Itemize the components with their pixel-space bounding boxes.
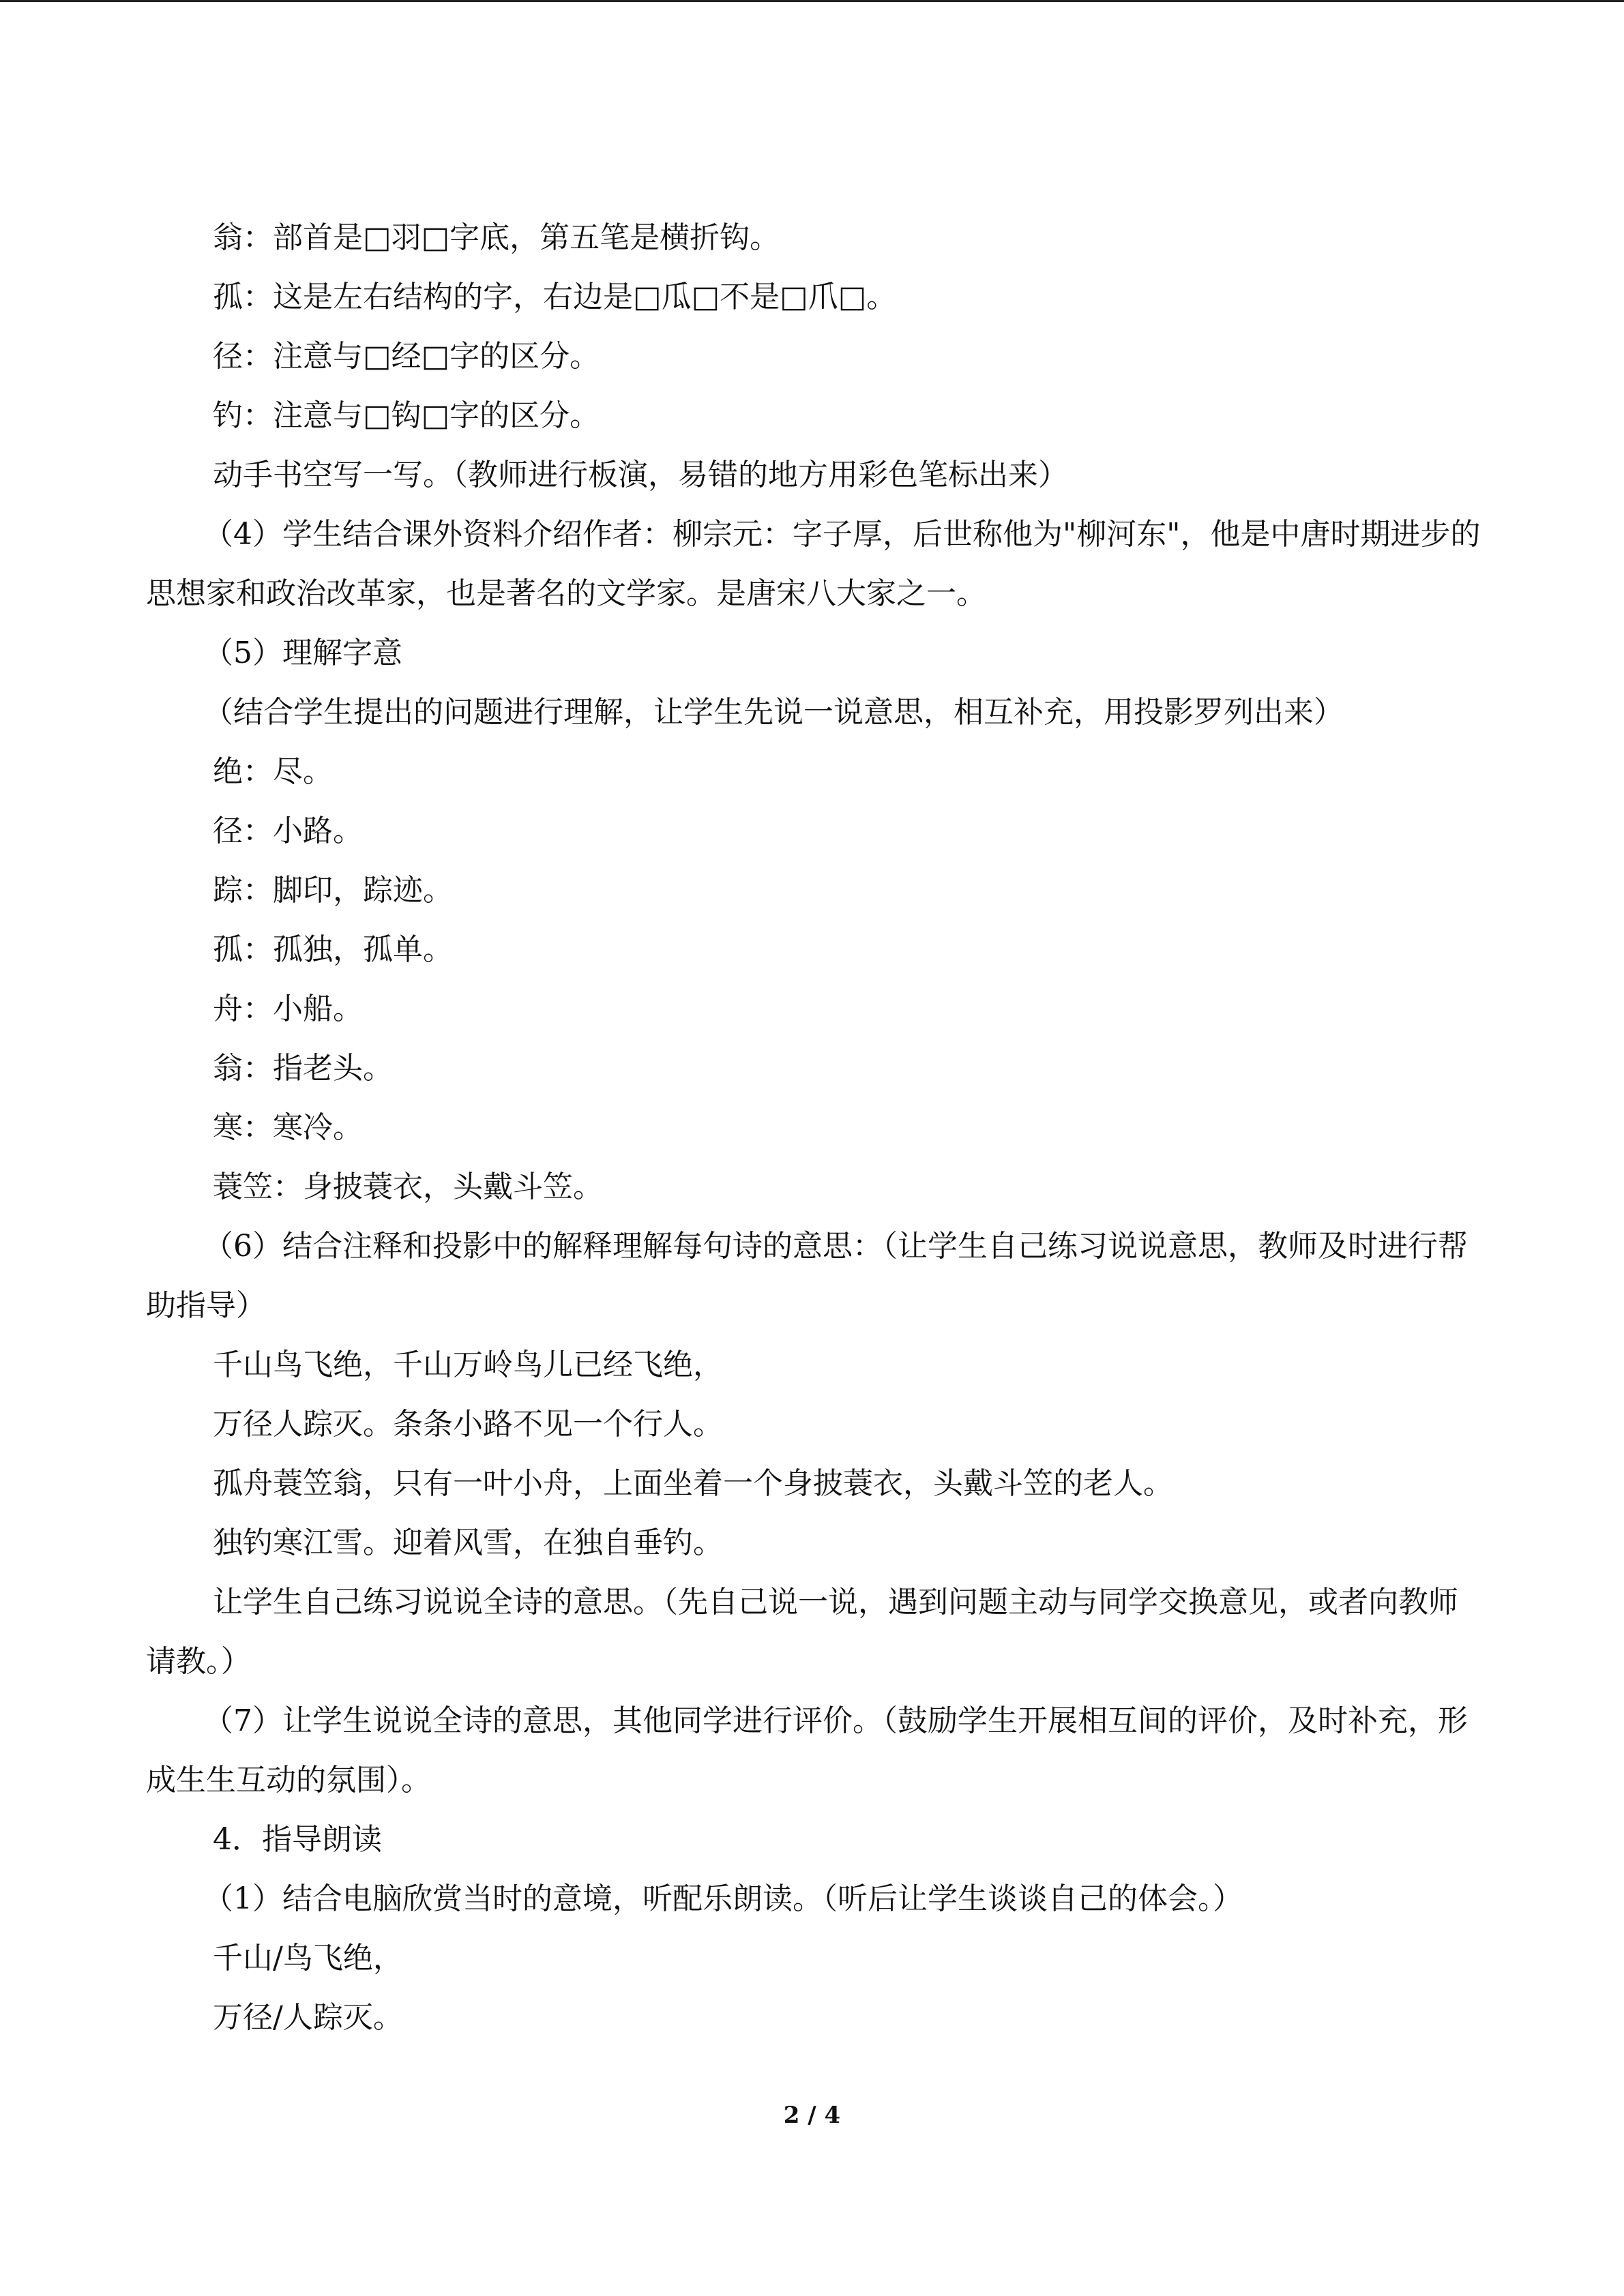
document-body: [146, 208, 1483, 2047]
paragraph: 翁：指老头。: [213, 1051, 393, 1086]
paragraph: （6）结合注释和投影中的解释理解每句诗的意思：（让学生自己练习说说意思，教师及时进行帮助指导）: [146, 1229, 1468, 1323]
paragraph: 径：注意与□经□字的区分。: [213, 339, 600, 374]
paragraph: 寒：寒冷。: [213, 1110, 363, 1145]
paragraph: （1）结合电脑欣赏当时的意境，听配乐朗读。（听后让学生谈谈自己的体会。）: [203, 1881, 1243, 1916]
paragraph: 千山鸟飞绝，千山万岭鸟儿已经飞绝，: [213, 1347, 723, 1382]
paragraph: 孤：孤独，孤单。: [213, 932, 453, 967]
paragraph: 翁：部首是□羽□字底，第五笔是横折钩。: [213, 220, 780, 255]
paragraph: 蓑笠：身披蓑衣，头戴斗笠。: [213, 1169, 603, 1204]
paragraph: 千山/鸟飞绝，: [213, 1941, 403, 1976]
paragraph: 踪：脚印，踪迹。: [213, 873, 453, 908]
paragraph: 万径人踪灭。条条小路不见一个行人。: [213, 1407, 723, 1442]
page-number: 2 / 4: [783, 2102, 841, 2129]
paragraph: 绝：尽。: [213, 754, 333, 789]
paragraph: 万径/人踪灭。: [213, 2000, 403, 2035]
paragraph: 钓：注意与□钩□字的区分。: [213, 398, 600, 433]
paragraph: 让学生自己练习说说全诗的意思。（先自己说一说，遇到问题主动与同学交换意见，或者向教师请教。）: [146, 1585, 1458, 1679]
paragraph: （7）让学生说说全诗的意思，其他同学进行评价。（鼓励学生开展相互间的评价，及时补充，形成生生互动的氛围）。: [146, 1703, 1468, 1798]
paragraph: 4．指导朗读: [213, 1822, 382, 1857]
paragraph: （4）学生结合课外资料介绍作者：柳宗元：字子厚，后世称他为"柳河东"，他是中唐时期进步的思想家和政治改革家，也是著名的文学家。是唐宋八大家之一。: [146, 517, 1481, 611]
paragraph: 动手书空写一写。（教师进行板演，易错的地方用彩色笔标出来）: [213, 458, 1068, 492]
paragraph: （结合学生提出的问题进行理解，让学生先说一说意思，相互补充，用投影罗列出来）: [203, 695, 1344, 730]
paragraph: （5）理解字意: [203, 636, 402, 670]
paragraph: 舟：小船。: [213, 992, 363, 1026]
paragraph: 径：小路。: [213, 814, 363, 848]
page-top-border: [0, 0, 1624, 2]
paragraph: 独钓寒江雪。迎着风雪，在独自垂钓。: [213, 1525, 723, 1560]
paragraph: 孤：这是左右结构的字，右边是□瓜□不是□爪□。: [213, 280, 897, 314]
paragraph: 孤舟蓑笠翁，只有一叶小舟，上面坐着一个身披蓑衣，头戴斗笠的老人。: [213, 1466, 1173, 1501]
